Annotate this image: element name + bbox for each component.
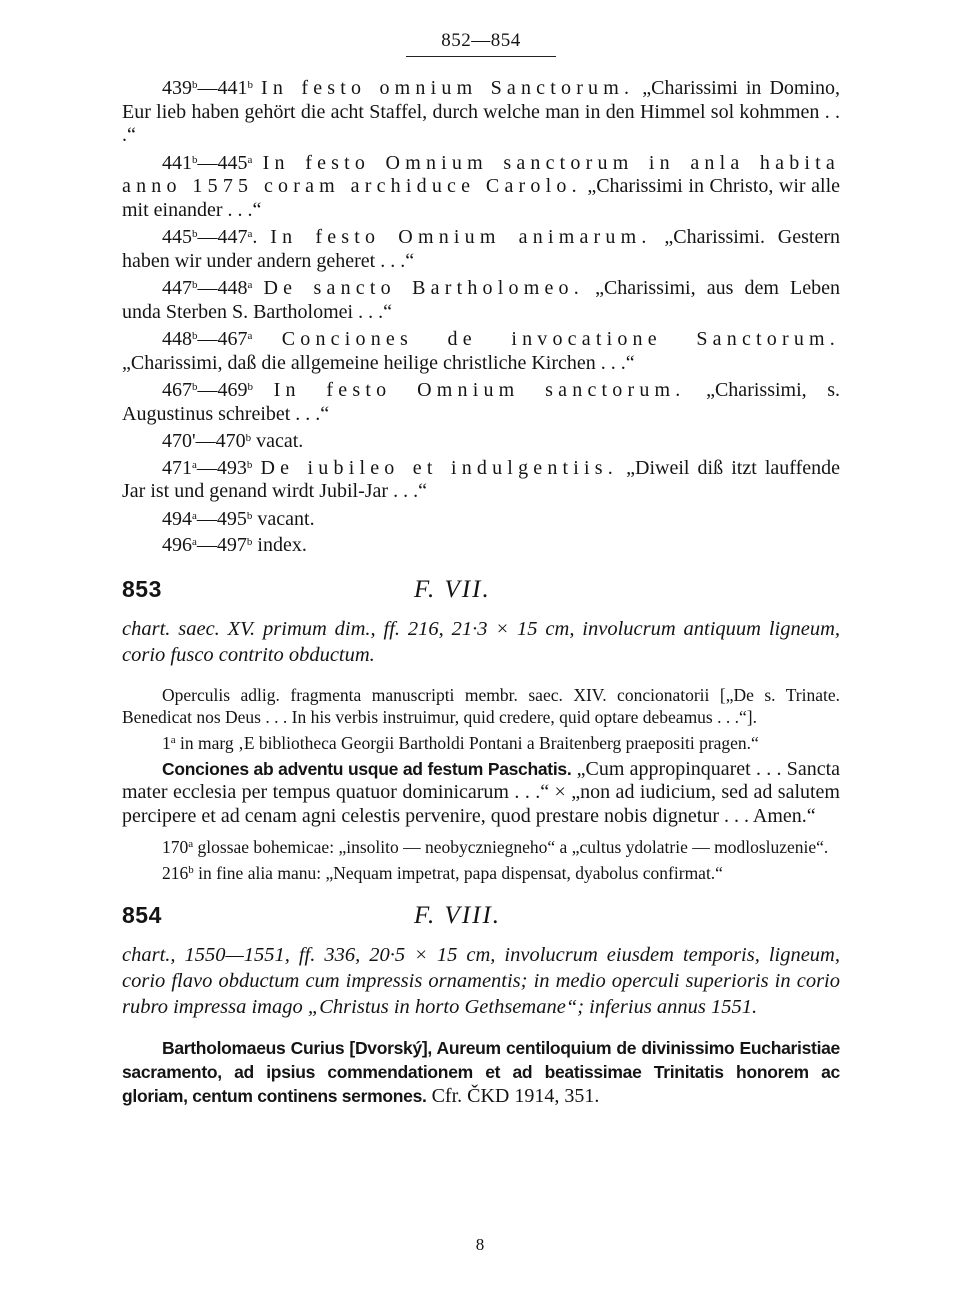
sermon-incipit: „Charissimi in Christo, wir alle mit einander . . .“ bbox=[122, 175, 840, 221]
sermon-incipit: index. bbox=[257, 534, 307, 556]
folio-ref: 471$^a$—493$^b$ bbox=[162, 456, 253, 479]
sermon-title: In festo Omnium sanctorum in anla habita anno 1575 coram archiduce Carolo. bbox=[122, 151, 841, 197]
sermon-incipit: „Charissimi, aus dem Leben unda Sterben S. Bartholomei . . .“ bbox=[122, 277, 840, 323]
section-854-heading bbox=[122, 902, 840, 930]
folio-entry bbox=[122, 508, 840, 532]
work-title: Conciones ab adventu usque ad festum Paschatis. bbox=[162, 758, 572, 779]
folio-entry bbox=[122, 379, 840, 426]
sermon-title: In festo omnium Sanctorum. bbox=[261, 77, 635, 99]
folio-ref: 216$^b$ bbox=[162, 863, 194, 883]
sermon-incipit: „Charissimi in Domino, Eur lieb haben gehört die acht Staffel, durch welche man in den Himmel sol kohmmen . . .“ bbox=[122, 77, 841, 146]
folio-ref: 494$^a$—495$^b$ bbox=[162, 507, 253, 530]
sermon-incipit: vacat. bbox=[256, 430, 304, 452]
work-title: Bartholomaeus Curius [Dvorský], Aureum centiloquium de divinissimo Eucharistiae sacramento, ad ipsius commendationem et ad beatissimae Trinitatis honorem ac gloriam, centum continens sermones. bbox=[122, 1038, 840, 1106]
codex-description: chart., 1550—1551, ff. 336, 20·5 × 15 cm, involucrum eiusdem temporis, ligneum, corio flavo obductum cum impressis ornamentis; in medio operculi superioris in corio rubro impressa imago „Christus in horto Gethsemane“; inferius annus 1551. bbox=[122, 944, 840, 1018]
sermon-incipit: „Charissimi, s. Augustinus schreibet . . .“ bbox=[122, 379, 841, 425]
note-text: in fine alia manu: „Nequam impetrat, papa dispensat, dyabolus confirmat.“ bbox=[198, 863, 723, 883]
sermon-title: In festo Omnium sanctorum. bbox=[273, 379, 686, 401]
section-number: 853 bbox=[122, 575, 162, 602]
entries-852 bbox=[122, 77, 840, 558]
sermon-title: Conciones de invocatione Sanctorum. bbox=[281, 328, 841, 350]
folio-ref: 445$^b$—447$^a$. bbox=[162, 226, 258, 248]
running-head: 852—854 bbox=[441, 30, 521, 51]
folio-entry bbox=[122, 328, 840, 375]
folio-entry bbox=[122, 77, 840, 148]
folio-ref: 447$^b$—448$^a$ bbox=[162, 277, 253, 299]
folio-note bbox=[122, 732, 840, 754]
folio-entry bbox=[122, 457, 840, 504]
work-entry bbox=[122, 1036, 840, 1108]
work-entry bbox=[122, 758, 840, 829]
folio-ref: 470'—470$^b$ bbox=[162, 430, 252, 452]
folio-ref: 448$^b$—467$^a$ bbox=[162, 328, 253, 350]
cover-note: Operculis adlig. fragmenta manuscripti membr. saec. XIV. concionatorii [„De s. Trinate. Benedicat nos Deus . . . In his verbis instruimur, quid credere, quid optare debeamus . . .“]. bbox=[122, 684, 840, 727]
sermon-incipit: „Diweil diß itzt lauffende Jar ist und genand wirdt Jubil-Jar . . .“ bbox=[122, 456, 841, 502]
folio-entry bbox=[122, 430, 840, 454]
sermon-title: In festo Omnium animarum. bbox=[270, 226, 652, 248]
folio-entry bbox=[122, 152, 840, 223]
folio-ref: 441$^b$—445$^a$ bbox=[162, 151, 253, 174]
sermon-incipit: vacant. bbox=[257, 507, 315, 530]
sermon-title: De iubileo et indulgentiis. bbox=[260, 456, 618, 479]
page-body bbox=[122, 30, 840, 1108]
section-number: 854 bbox=[122, 902, 162, 928]
section-853-heading bbox=[122, 576, 840, 604]
shelf-signature: F. VIII. bbox=[414, 902, 502, 929]
folio-ref: 496$^a$—497$^b$ bbox=[162, 534, 253, 556]
note-text: glossae bohemicae: „insolito — neobyczniegneho“ a „cultus ydolatrie — modlosluzenie“. bbox=[197, 837, 829, 857]
work-incipit: „Cum appropinquaret . . . Sancta mater ecclesia per tempus quatuor dominicarum . . .“ × „non ad iudicium, sed ad salutem percipere et ad cenam agni celestis pervenire, quod prestare nobis dignetur . . . Amen.“ bbox=[122, 757, 841, 827]
sermon-incipit: „Charissimi, daß die allgemeine heilige christliche Kirchen . . .“ bbox=[122, 351, 635, 374]
folio-ref: 467$^b$—469$^b$ bbox=[162, 379, 253, 401]
note-text: in marg ‚E bibliotheca Georgii Bartholdi Pontani a Braitenberg praepositi pragen.“ bbox=[180, 732, 759, 753]
folio-entry bbox=[122, 226, 840, 273]
shelf-signature: F. VII. bbox=[414, 575, 491, 603]
sermon-incipit: „Charissimi. Gestern haben wir under andern geheret . . .“ bbox=[122, 226, 841, 272]
folio-ref: 1$^a$ bbox=[162, 732, 176, 753]
running-head-rule bbox=[406, 56, 556, 57]
sermon-title: De sancto Bartholomeo. bbox=[263, 277, 584, 299]
literature-reference: Cfr. ČKD 1914, 351. bbox=[431, 1085, 600, 1107]
page-number: 8 bbox=[475, 1235, 485, 1254]
codex-description: chart. saec. XV. primum dim., ff. 216, 21·3 × 15 cm, involucrum antiquum ligneum, corio fusco contrito obductum. bbox=[122, 617, 840, 666]
folio-entry bbox=[122, 277, 840, 324]
folio-note bbox=[122, 862, 840, 884]
folio-ref: 170$^a$ bbox=[162, 837, 194, 857]
folio-ref: 439$^b$—441$^b$ bbox=[162, 77, 253, 99]
folio-entry bbox=[122, 534, 840, 558]
folio-note bbox=[122, 836, 840, 858]
